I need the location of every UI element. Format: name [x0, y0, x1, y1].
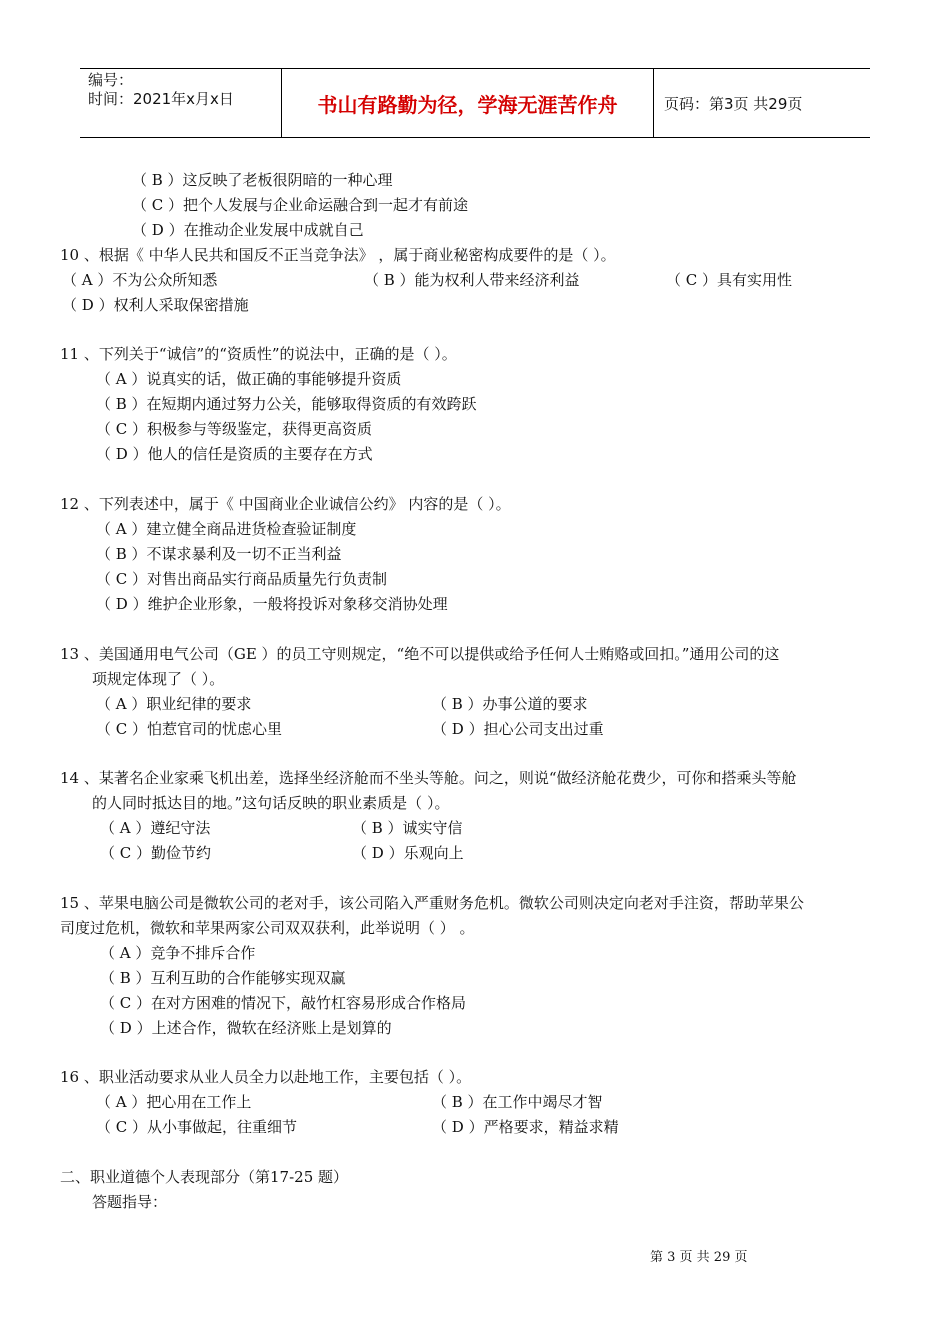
option-line: （ B ）在工作中竭尽才智: [432, 1093, 603, 1111]
date-label: 时间：2021年x月x日: [88, 90, 234, 108]
option-line: （ D ）严格要求，精益求精: [432, 1118, 619, 1136]
option-line: （ C ）具有实用性: [666, 271, 793, 289]
question-10: 10 、根据《 中华人民共和国反不正当竞争法》 ，属于商业秘密构成要件的是（ ）。: [60, 246, 616, 264]
question-15-cont: 司度过危机，微软和苹果两家公司双双获利，此举说明（ ） 。: [60, 919, 475, 937]
option-line: （ D ）他人的信任是资质的主要存在方式: [96, 445, 373, 463]
question-15: 15 、苹果电脑公司是微软公司的老对手，该公司陷入严重财务危机。微软公司则决定向老对手注资，帮助苹果公: [60, 894, 804, 912]
option-line: （ A ）竞争不排斥合作: [100, 944, 256, 962]
number-label: 编号：: [88, 71, 134, 89]
question-13: 13 、美国通用电气公司（GE ）的员工守则规定，“绝不可以提供或给予任何人士贿赂或回扣。”通用公司的这: [60, 645, 780, 663]
option-line: （ A ）不为公众所知悉: [62, 271, 218, 289]
option-line: （ C ）怕惹官司的忧虑心里: [96, 720, 283, 738]
option-line: （ B ）不谋求暴利及一切不正当利益: [96, 545, 342, 563]
question-14: 14 、某著名企业家乘飞机出差，选择坐经济舱而不坐头等舱。问之，则说“做经济舱花费少，可你和搭乘头等舱: [60, 769, 797, 787]
header-motto: 书山有路勤为径，学海无涯苦作舟: [282, 69, 654, 137]
question-12: 12 、下列表述中，属于《 中国商业企业诚信公约》 内容的是（ ）。: [60, 495, 511, 513]
question-16: 16 、职业活动要求从业人员全力以赴地工作，主要包括（ ）。: [60, 1068, 472, 1086]
section-heading: 二、职业道德个人表现部分（第17-25 题）: [60, 1168, 349, 1186]
option-line: （ C ）积极参与等级鉴定，获得更高资质: [96, 420, 373, 438]
answer-guide-label: 答题指导：: [92, 1193, 168, 1211]
option-line: （ B ）在短期内通过努力公关，能够取得资质的有效跨跃: [96, 395, 477, 413]
option-line: （ C ）在对方困难的情况下，敲竹杠容易形成合作格局: [100, 994, 467, 1012]
option-line: （ B ）诚实守信: [352, 819, 463, 837]
option-line: （ C ）从小事做起，往重细节: [96, 1118, 298, 1136]
option-line: （ A ）把心用在工作上: [96, 1093, 252, 1111]
option-line: （ C ）把个人发展与企业命运融合到一起才有前途: [132, 196, 469, 214]
option-line: （ D ）上述合作，微软在经济账上是划算的: [100, 1019, 392, 1037]
option-line: （ D ）维护企业形象，一般将投诉对象移交消协处理: [96, 595, 448, 613]
option-line: （ A ）职业纪律的要求: [96, 695, 252, 713]
option-line: （ D ）权利人采取保密措施: [62, 296, 249, 314]
option-line: （ B ）能为权利人带来经济利益: [364, 271, 580, 289]
page-header: [80, 68, 870, 138]
option-line: （ B ）这反映了老板很阴暗的一种心理: [132, 171, 393, 189]
option-line: （ A ）遵纪守法: [100, 819, 211, 837]
question-13-cont: 项规定体现了（ ）。: [92, 670, 225, 688]
option-line: （ C ）对售出商品实行商品质量先行负责制: [96, 570, 388, 588]
question-11: 11 、下列关于“诚信”的“资质性”的说法中，正确的是（ ）。: [60, 345, 457, 363]
option-line: （ D ）乐观向上: [352, 844, 464, 862]
header-page-code: 页码：第3页 共29页: [664, 94, 803, 113]
option-line: （ C ）勤俭节约: [100, 844, 212, 862]
option-line: （ A ）建立健全商品进货检查验证制度: [96, 520, 357, 538]
header-meta-cell: [80, 69, 282, 137]
option-line: （ A ）说真实的话，做正确的事能够提升资质: [96, 370, 402, 388]
page-footer: 第 3 页 共 29 页: [650, 1250, 748, 1265]
option-line: （ B ）互利互助的合作能够实现双赢: [100, 969, 346, 987]
option-line: （ B ）办事公道的要求: [432, 695, 588, 713]
option-line: （ D ）担心公司支出过重: [432, 720, 604, 738]
option-line: （ D ）在推动企业发展中成就自己: [132, 221, 364, 239]
question-14-cont: 的人同时抵达目的地。”这句话反映的职业素质是（ ）。: [92, 794, 450, 812]
